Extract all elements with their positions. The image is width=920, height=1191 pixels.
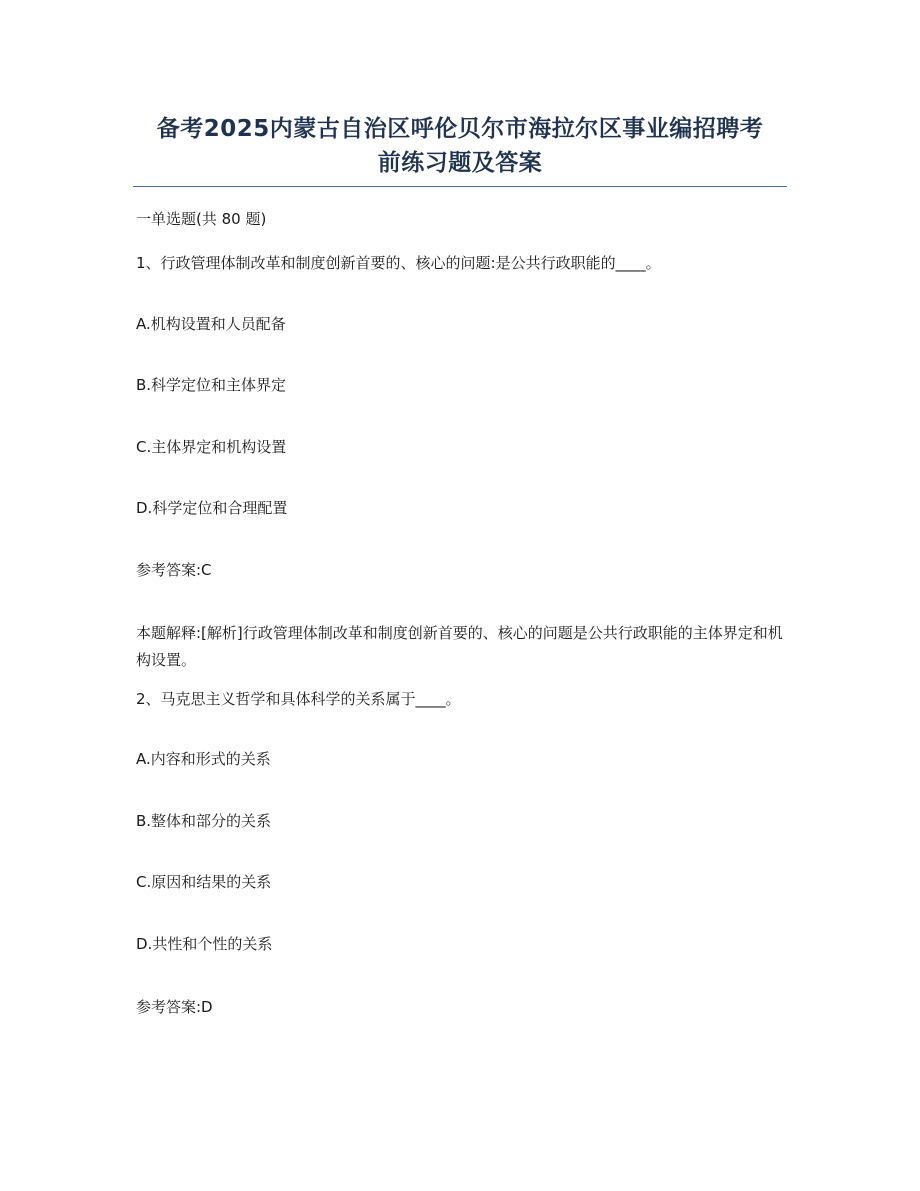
question-stem: 2、马克思主义哲学和具体科学的关系属于____。 [136,690,461,708]
answer: 参考答案:C [136,561,212,579]
answer: 参考答案:D [136,998,213,1016]
option-b: B.整体和部分的关系 [136,812,272,830]
option-b: B.科学定位和主体界定 [136,376,287,394]
option-d: D.共性和个性的关系 [136,935,273,953]
title-divider [133,186,787,187]
question-stem: 1、行政管理体制改革和制度创新首要的、核心的问题:是公共行政职能的____。 [136,254,661,272]
section-header: 一单选题(共 80 题) [136,210,267,228]
option-a: A.内容和形式的关系 [136,750,271,768]
title-line-2: 前练习题及答案 [377,150,543,176]
page-title [133,112,787,180]
option-c: C.主体界定和机构设置 [136,438,287,456]
explanation: 本题解释:[解析]行政管理体制改革和制度创新首要的、核心的问题是公共行政职能的主体界定和机构设置。 [136,624,783,669]
option-c: C.原因和结果的关系 [136,873,272,891]
title-line-1: 备考2025内蒙古自治区呼伦贝尔市海拉尔区事业编招聘考 [156,116,764,142]
option-d: D.科学定位和合理配置 [136,499,288,517]
option-a: A.机构设置和人员配备 [136,315,286,333]
